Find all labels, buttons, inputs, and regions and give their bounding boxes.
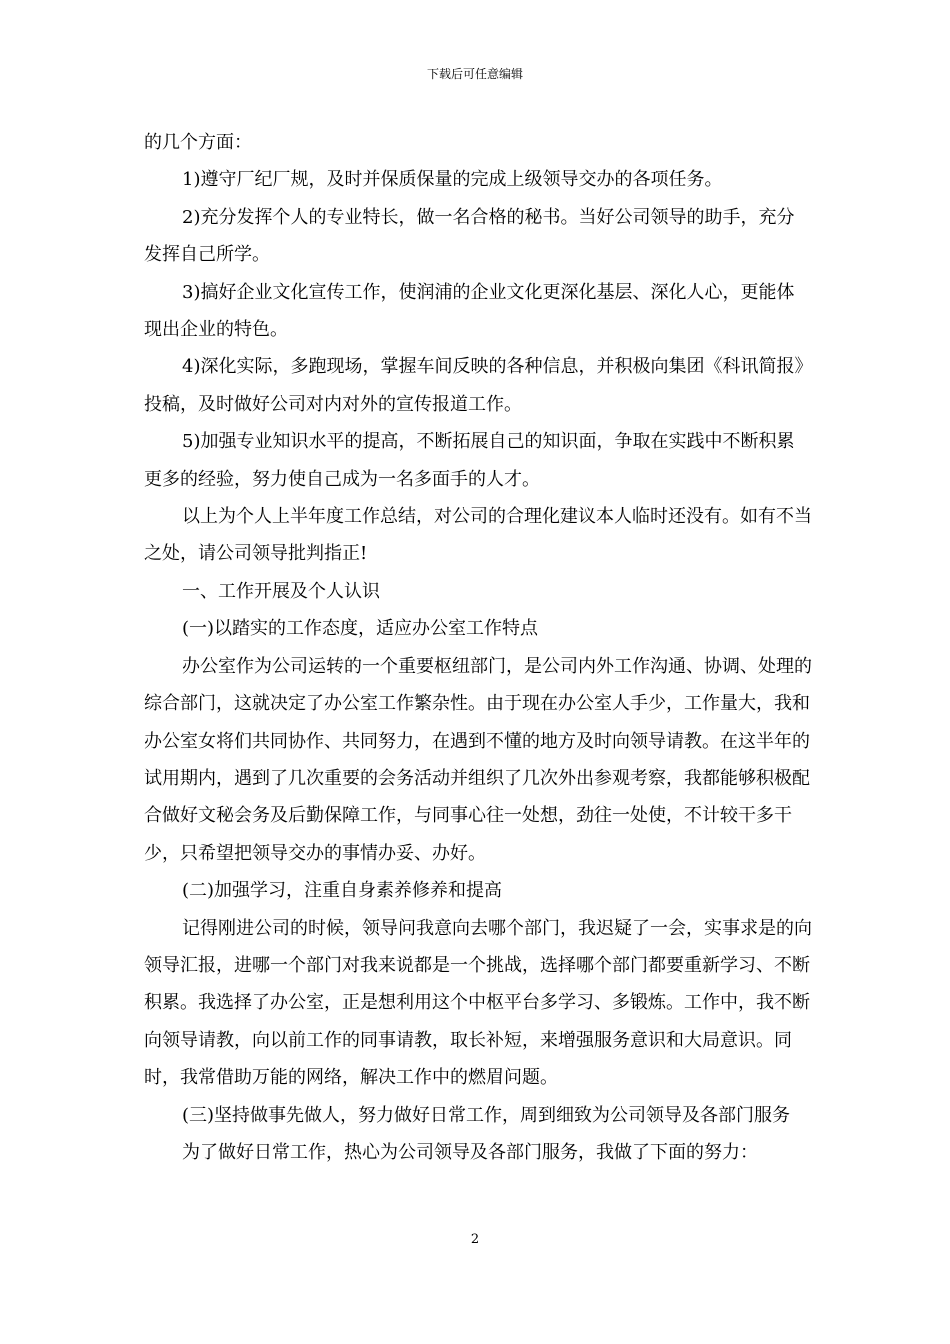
document-body [144, 124, 812, 1171]
paragraph: 3)搞好企业文化宣传工作，使润浦的企业文化更深化基层、深化人心，更能体现出企业的特色。 [144, 281, 795, 341]
paragraph: 5)加强专业知识水平的提高，不断拓展自己的知识面，争取在实践中不断积累更多的经验，努力使自己成为一名多面手的人才。 [144, 431, 795, 490]
page-header: 下载后可任意编辑 [426, 67, 523, 81]
page-number: 2 [470, 1232, 480, 1247]
paragraph: 以上为个人上半年度工作总结，对公司的合理化建议本人临时还没有。如有不当之处，请公司领导批判指正! [144, 506, 812, 565]
paragraph: 为了做好日常工作，热心为公司领导及各部门服务，我做了下面的努力： [182, 1141, 758, 1163]
paragraph: 1)遵守厂纪厂规，及时并保质保量的完成上级领导交办的各项任务。 [182, 169, 723, 191]
subsection-heading: (一)以踏实的工作态度，适应办公室工作特点 [182, 618, 539, 640]
subsection-heading: (三)坚持做事先做人，努力做好日常工作，周到细致为公司领导及各部门服务 [182, 1104, 791, 1126]
section-heading: 一、工作开展及个人认识 [182, 580, 380, 602]
paragraph: 4)深化实际，多跑现场，掌握车间反映的各种信息，并积极向集团《科讯简报》投稿，及时做好公司对内对外的宣传报道工作。 [144, 356, 804, 415]
paragraph: 办公室作为公司运转的一个重要枢纽部门，是公司内外工作沟通、协调、处理的综合部门，这就决定了办公室工作繁杂性。由于现在办公室人手少，工作量大，我和办公室女将们共同协作、共同努力，在遇到不懂的地方及时向领导请教。在这半年的试用期内，遇到了几次重要的会务活动并组织了几次外出参观考察，我都能够积极配合做好文秘会务及后勤保障工作，与同事心往一处想，劲往一处使，不计较干多干少，只希望把领导交办的事情办妥、办好。 [144, 655, 812, 864]
paragraph: 2)充分发挥个人的专业特长，做一名合格的秘书。当好公司领导的助手，充分发挥自己所学。 [144, 206, 795, 266]
paragraph: 的几个方面： [144, 132, 252, 153]
subsection-heading: (二)加强学习，注重自身素养修养和提高 [182, 880, 503, 902]
paragraph: 记得刚进公司的时候，领导问我意向去哪个部门，我迟疑了一会，实事求是的向领导汇报，进哪一个部门对我来说都是一个挑战，选择哪个部门都要重新学习、不断积累。我选择了办公室，正是想利用这个中枢平台多学习、多锻炼。工作中，我不断向领导请教，向以前工作的同事请教，取长补短，来增强服务意识和大局意识。同时，我常借助万能的网络，解决工作中的燃眉问题。 [144, 917, 812, 1089]
